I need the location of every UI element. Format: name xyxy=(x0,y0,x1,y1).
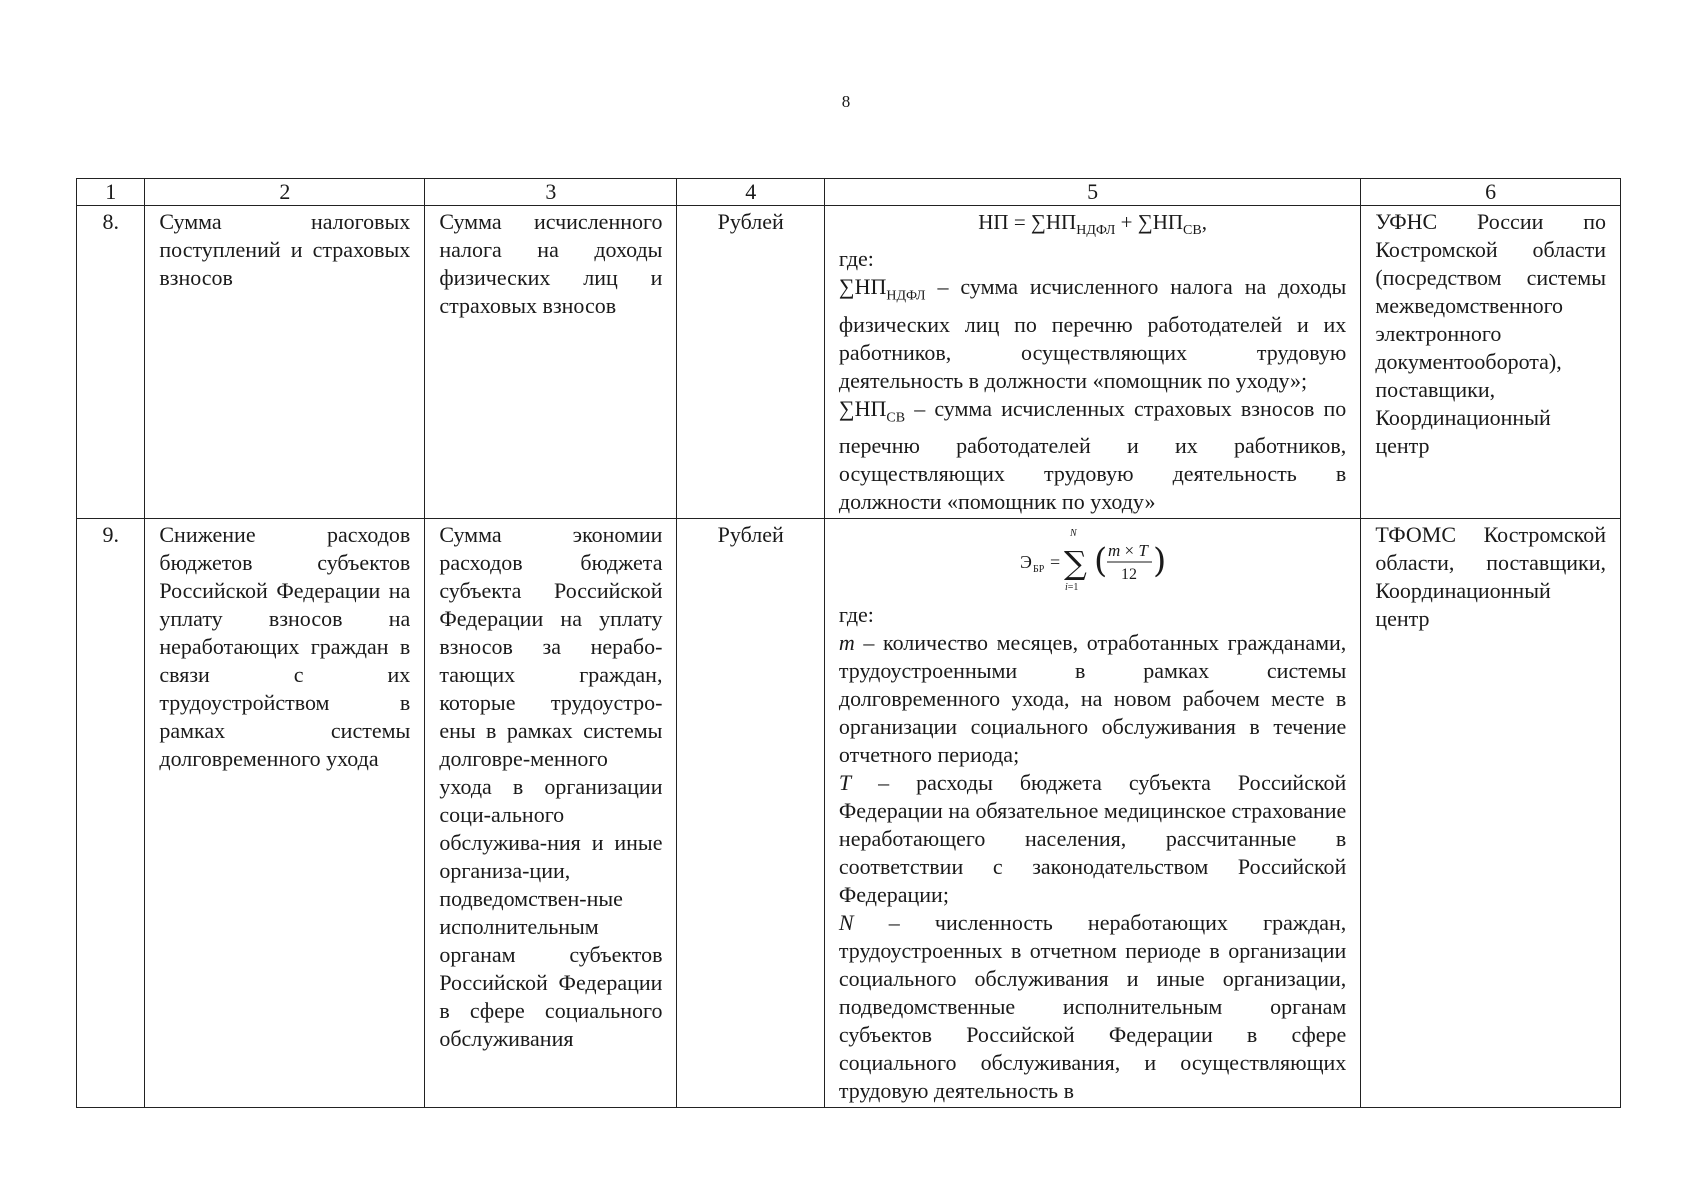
svg-text:m × T: m × T xyxy=(1107,540,1148,560)
source-text: УФНС России по Костромской области (посредством системы межведомственного электронного документооборота), поставщики, Координационный центр xyxy=(1375,209,1606,458)
column-header: 4 xyxy=(677,179,824,206)
indicator-name xyxy=(145,206,425,519)
svg-text:(: ( xyxy=(1093,540,1107,581)
indicator-name xyxy=(145,518,425,1107)
column-header: 5 xyxy=(824,179,1360,206)
table-header-row xyxy=(77,179,1621,206)
column-header: 1 xyxy=(77,179,145,206)
data-source xyxy=(1361,206,1621,519)
formula-term-sv: $\sum НП_{СВ}$ – сумма исчисленных страховых взносов по перечню работодателей и их работников, осуществляющих трудовую деятельность в должности «помощник по уходу» xyxy=(838,395,1347,514)
description-text: Сумма исчисленного налога на доходы физических лиц и страховых взносов xyxy=(439,209,663,318)
row-number: 8. xyxy=(77,206,145,519)
indicator-description xyxy=(425,206,677,519)
indicator-text: Сумма налоговых поступлений и страховых взносов xyxy=(159,209,411,290)
calculation-method xyxy=(824,206,1360,519)
svg-text:12: 12 xyxy=(1120,565,1137,583)
unit-of-measure: Рублей xyxy=(677,518,824,1107)
data-source xyxy=(1361,518,1621,1107)
svg-text:∑: ∑ xyxy=(1063,543,1087,582)
svg-text:N: N xyxy=(1069,527,1077,539)
formula-term-ndfl: $\sum НП_{НДФЛ}$ – сумма исчисленного налога на доходы физических лиц по перечню работодателей и их работников, осуществляющих трудовую деятельность в должности «помощник по уходу»; xyxy=(838,274,1347,393)
svg-text:БР: БР xyxy=(1032,563,1044,575)
source-text: ТФОМС Костромской области, поставщики, Координационный центр xyxy=(1375,521,1606,631)
formula-term-t: T – расходы бюджета субъекта Российской Федерации на обязательное медицинское страхование неработающего населения, рассчитанные в соответствии с законодательством Российской Федерации; xyxy=(838,769,1347,907)
svg-text:Э: Э xyxy=(1019,551,1032,572)
calculation-method xyxy=(824,518,1360,1107)
description-text: Сумма экономии расходов бюджета субъекта Российской Федерации на уплату взносов за нерабо-тающих граждан, которые трудоустро-ены в рамках системы долговре-менного ухода в организации соци-ального обслужива-ния и иные организа-ции, подведомствен-ные исполнительным органам субъектов Российской Федерации в сфере социального обслуживания xyxy=(439,521,663,1051)
formula-np: НП = $\sum НП_{НДФЛ} + \sum НП_{СВ}$, xyxy=(978,210,1207,239)
svg-text:i=1: i=1 xyxy=(1064,581,1079,593)
formula-ebr xyxy=(839,523,1346,601)
formula-term-n: N – численность неработающих граждан, трудоустроенных в отчетном периоде в организации социального обслуживания и иные организации, подведомственные исполнительным органам субъектов Российской Федерации в сфере социального обслуживания, и осуществляющих трудовую деятельность в xyxy=(838,909,1347,1103)
table-row xyxy=(77,518,1621,1107)
column-header: 3 xyxy=(425,179,677,206)
where-label: где: xyxy=(838,246,874,272)
page-number: 8 xyxy=(841,92,851,111)
indicator-text: Снижение расходов бюджетов субъектов Российской Федерации на уплату взносов на неработающих граждан в связи с их трудоустройством в рамках системы долговременного ухода xyxy=(159,521,411,771)
column-header: 2 xyxy=(145,179,425,206)
row-number: 9. xyxy=(77,518,145,1107)
where-label: где: xyxy=(838,601,874,627)
column-header: 6 xyxy=(1361,179,1621,206)
svg-text:): ) xyxy=(1152,540,1166,581)
indicator-description xyxy=(425,518,677,1107)
formula-ebr-graphic xyxy=(1018,524,1168,600)
svg-text:=: = xyxy=(1049,551,1060,572)
unit-of-measure: Рублей xyxy=(677,206,824,519)
formula-term-m: m – количество месяцев, отработанных гражданами, трудоустроенными в рамках системы долговременного ухода, на новом рабочем месте в организации социального обслуживания в течение отчетного периода; xyxy=(838,629,1347,767)
indicators-table xyxy=(76,178,1621,1108)
table-row xyxy=(77,206,1621,519)
